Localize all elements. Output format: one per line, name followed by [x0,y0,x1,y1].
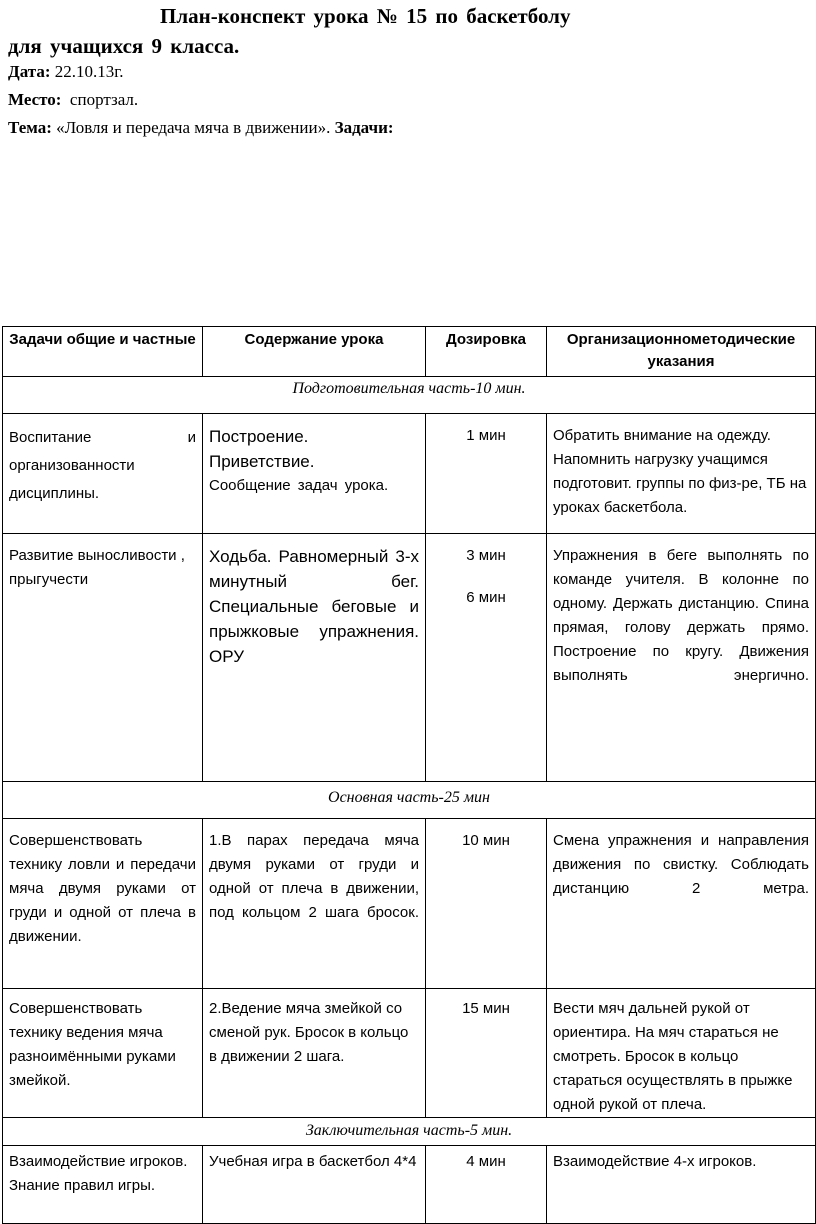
notes-cell: Вести мяч дальней рукой от ориентира. На мяч стараться не смотреть. Бросок в кольцо стараться осуществлять в прыжке одной рукой от плеча. [547,989,816,1118]
dose-cell [426,534,547,782]
place-value: спортзал. [69,90,139,109]
date-value: 22.10.13г. [54,62,124,81]
column-header-notes: Организационнометодические указания [547,327,816,377]
section-row-final [3,1118,816,1146]
content-line: Построение. [209,427,309,446]
section-main: Основная часть-25 мин [3,782,816,819]
content-cell: Ходьба. Равномерный 3-х минутный бег. Специальные беговые и прыжковые упражнения. ОРУ [203,534,426,782]
table-row [3,989,816,1118]
dose-cell: 10 мин [426,819,547,989]
place-line [8,90,138,110]
content-cell: 2.Ведение мяча змейкой со сменой рук. Бросок в кольцо в движении 2 шага. [203,989,426,1118]
tasks-cell: Развитие выносливости , прыгучести [3,534,203,782]
date-line [8,62,124,82]
dose-value: 3 мин [466,547,506,564]
content-cell: 1.В парах передача мяча двумя руками от груди и одной от плеча в движении, под кольцом 2 шага бросок. [203,819,426,989]
dose-cell: 15 мин [426,989,547,1118]
topic-value: «Ловля и передача мяча в движении». [56,118,331,137]
tasks-label: Задачи: [334,118,394,137]
tasks-cell: Взаимодействие игроков. Знание правил игры. [3,1146,203,1224]
title-line-2: для учащихся 9 класса. [8,34,240,58]
column-header-dose: Дозировка [426,327,547,377]
place-label: Место: [8,90,62,109]
table-row [3,414,816,534]
tasks-cell: Совершенствовать технику ведения мяча разноимёнными руками змейкой. [3,989,203,1118]
dose-cell: 1 мин [426,414,547,534]
section-row-prep [3,377,816,414]
column-header-tasks: Задачи общие и частные [3,327,203,377]
content-line: Приветствие. [209,452,315,471]
notes-cell: Упражнения в беге выполнять по команде учителя. В колонне по одному. Держать дистанцию. Спина прямая, голову держать прямо. Построение по кругу. Движения выполнять энергично. [547,534,816,782]
section-row-main [3,782,816,819]
content-cell [203,414,426,534]
table-header-row [3,327,816,377]
table-row [3,819,816,989]
topic-line [8,118,394,138]
content-line: Сообщение задач урока. [209,477,389,494]
topic-label: Тема: [8,118,52,137]
column-header-content: Содержание урока [203,327,426,377]
section-prep: Подготовительная часть-10 мин. [3,377,816,414]
lesson-plan-table [2,326,816,1224]
notes-cell: Смена упражнения и направления движения по свистку. Соблюдать дистанцию 2 метра. [547,819,816,989]
dose-value: 6 мин [466,589,506,606]
table-row [3,1146,816,1224]
date-label: Дата: [8,62,51,81]
tasks-cell: Воспитание и организованности дисциплины. [3,414,203,534]
table-row [3,534,816,782]
section-final: Заключительная часть-5 мин. [3,1118,816,1146]
tasks-cell: Совершенствовать технику ловли и передачи мяча двумя руками от груди и одной от плеча в движении. [3,819,203,989]
title-line-1: План-конспект урока № 15 по баскетболу [160,4,571,28]
notes-cell: Взаимодействие 4-х игроков. [547,1146,816,1224]
content-cell: Учебная игра в баскетбол 4*4 [203,1146,426,1224]
notes-cell: Обратить внимание на одежду. Напомнить нагрузку учащимся подготовит. группы по физ-ре, ТБ на уроках баскетбола. [547,414,816,534]
dose-cell: 4 мин [426,1146,547,1224]
